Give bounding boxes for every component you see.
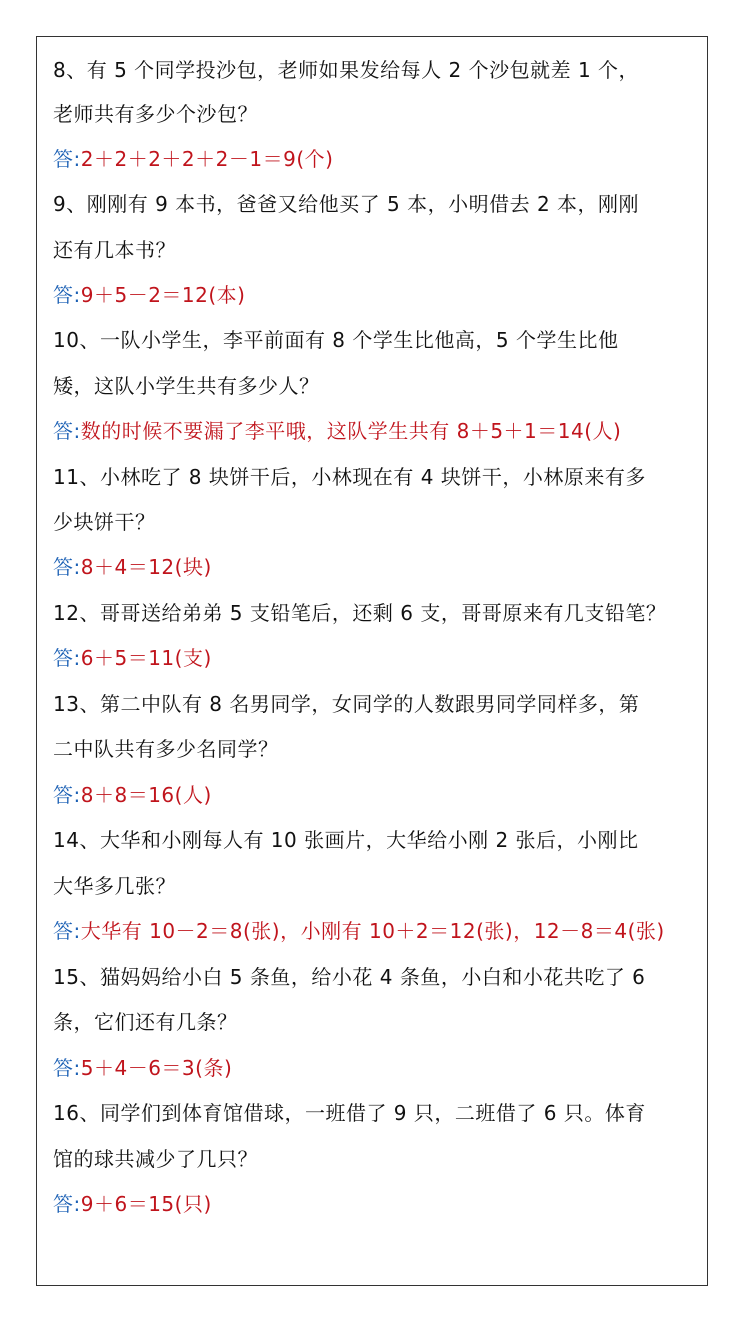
answer-8-text: 2＋2＋2＋2＋2－1＝9(个) bbox=[80, 147, 334, 171]
question-11-line-2: 少块饼干？ bbox=[53, 510, 156, 534]
answer-label: 答: bbox=[53, 147, 81, 171]
answer-label: 答: bbox=[53, 1192, 81, 1216]
answer-10 bbox=[53, 416, 621, 446]
question-8-line-1: 8、有 5 个同学投沙包，老师如果发给每人 2 个沙包就差 1 个， bbox=[53, 58, 640, 82]
answer-label: 答: bbox=[53, 783, 81, 807]
question-13-line-1: 13、第二中队有 8 名男同学，女同学的人数跟男同学同样多，第 bbox=[53, 692, 640, 716]
answer-label: 答: bbox=[53, 919, 81, 943]
answer-12-text: 6＋5＝11(支) bbox=[80, 646, 212, 670]
question-16-line-2: 馆的球共减少了几只？ bbox=[53, 1147, 258, 1171]
question-10-line-2: 矮，这队小学生共有多少人？ bbox=[53, 374, 320, 398]
answer-9-text: 9＋5－2＝12(本) bbox=[80, 283, 246, 307]
answer-11 bbox=[53, 552, 212, 582]
answer-10-text: 数的时候不要漏了李平哦，这队学生共有 8＋5＋1＝14(人) bbox=[80, 419, 622, 443]
question-15-line-2: 条，它们还有几条？ bbox=[53, 1010, 238, 1034]
question-14-line-2: 大华多几张？ bbox=[53, 874, 176, 898]
question-15-line-1: 15、猫妈妈给小白 5 条鱼，给小花 4 条鱼，小白和小花共吃了 6 bbox=[53, 965, 646, 989]
question-10-line-1: 10、一队小学生，李平前面有 8 个学生比他高，5 个学生比他 bbox=[53, 328, 619, 352]
question-8-line-2: 老师共有多少个沙包？ bbox=[53, 102, 258, 126]
answer-11-text: 8＋4＝12(块) bbox=[80, 555, 212, 579]
answer-15-text: 5＋4－6＝3(条) bbox=[80, 1056, 233, 1080]
answer-9 bbox=[53, 280, 245, 310]
answer-16 bbox=[53, 1189, 212, 1219]
question-9-line-1: 9、刚刚有 9 本书，爸爸又给他买了 5 本，小明借去 2 本，刚刚 bbox=[53, 192, 640, 216]
question-12-line-1: 12、哥哥送给弟弟 5 支铅笔后，还剩 6 支，哥哥原来有几支铅笔？ bbox=[53, 601, 667, 625]
answer-label: 答: bbox=[53, 555, 81, 579]
question-13-line-2: 二中队共有多少名同学？ bbox=[53, 737, 279, 761]
answer-12 bbox=[53, 643, 212, 673]
question-11-line-1: 11、小林吃了 8 块饼干后，小林现在有 4 块饼干，小林原来有多 bbox=[53, 465, 646, 489]
answer-label: 答: bbox=[53, 646, 81, 670]
question-16-line-1: 16、同学们到体育馆借球，一班借了 9 只，二班借了 6 只。体育 bbox=[53, 1101, 646, 1125]
question-14-line-1: 14、大华和小刚每人有 10 张画片，大华给小刚 2 张后，小刚比 bbox=[53, 828, 639, 852]
answer-8 bbox=[53, 144, 333, 174]
question-9-line-2: 还有几本书？ bbox=[53, 238, 176, 262]
answer-label: 答: bbox=[53, 283, 81, 307]
answer-13 bbox=[53, 780, 212, 810]
answer-label: 答: bbox=[53, 1056, 81, 1080]
answer-14 bbox=[53, 916, 665, 946]
answer-14-text: 大华有 10－2＝8(张)，小刚有 10＋2＝12(张)，12－8＝4(张) bbox=[80, 919, 665, 943]
answer-label: 答: bbox=[53, 419, 81, 443]
answer-15 bbox=[53, 1053, 232, 1083]
answer-13-text: 8＋8＝16(人) bbox=[80, 783, 212, 807]
answer-16-text: 9＋6＝15(只) bbox=[80, 1192, 212, 1216]
